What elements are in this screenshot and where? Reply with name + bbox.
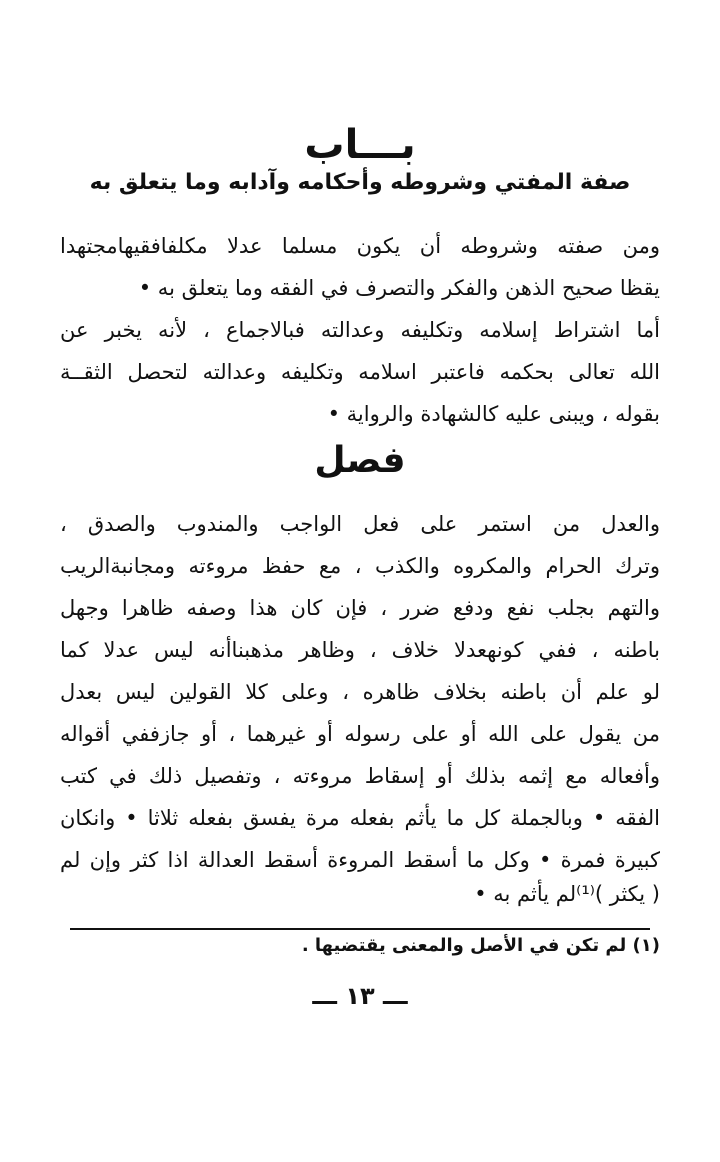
text-line: كبيرة فمرة • وكل ما أسقط المروءة أسقط العدالة اذا كثر وإن لم xyxy=(60,848,660,872)
section-heading: فصل xyxy=(314,440,406,481)
text-line: يقظا صحيح الذهن والفكر والتصرف في الفقه وما يتعلق به • xyxy=(138,276,660,300)
text-line: الله تعالى بحكمه فاعتبر اسلامه وتكليفه وعدالته لتحصل الثقــة xyxy=(60,360,660,384)
text-line: ومن صفته وشروطه أن يكون مسلما عدلا مكلفافقيهامجتهدا xyxy=(60,234,660,258)
footnote: (١) لم تكن في الأصل والمعنى يقتضيها . xyxy=(301,935,660,956)
text-line: لو علم أن باطنه بخلاف ظاهره ، وعلى كلا القولين ليس بعدل xyxy=(60,680,660,704)
footnote-divider xyxy=(70,928,650,930)
chapter-subtitle: صفة المفتي وشروطه وأحكامه وآدابه وما يتعلق به xyxy=(89,170,631,195)
text-line: من يقول على الله أو على رسوله أو غيرهما ، أو جازففي أقواله xyxy=(60,722,660,746)
page-number: ـــ ١٣ ـــ xyxy=(312,982,408,1010)
text-line: وأفعاله مع إثمه بذلك أو إسقاط مروءته ، وتفصيل ذلك في كتب xyxy=(60,764,660,788)
text-line: باطنه ، ففي كونهعدلا خلاف ، وظاهر مذهبناأنه ليس عدلا كما xyxy=(60,638,660,662)
text-line: ( يكثر )⁽¹⁾لم يأثم به • xyxy=(474,882,660,906)
text-line: والعدل من استمر على فعل الواجب والمندوب والصدق ، xyxy=(60,512,660,536)
text-line: والتهم بجلب نفع ودفع ضرر ، فإن كان هذا وصفه ظاهرا وجهل xyxy=(60,596,660,620)
text-line: بقوله ، ويبنى عليه كالشهادة والرواية • xyxy=(327,402,660,426)
text-line: وترك الحرام والمكروه والكذب ، مع حفظ مروءته ومجانبةالريب xyxy=(60,554,660,578)
chapter-heading: بـــاب xyxy=(304,122,416,168)
text-line: الفقه • وبالجملة كل ما يأثم بفعله مرة يفسق بفعله ثلاثا • وانكان xyxy=(60,806,660,830)
text-line: أما اشتراط إسلامه وتكليفه وعدالته فبالاجماع ، لأنه يخبر عن xyxy=(60,318,660,342)
